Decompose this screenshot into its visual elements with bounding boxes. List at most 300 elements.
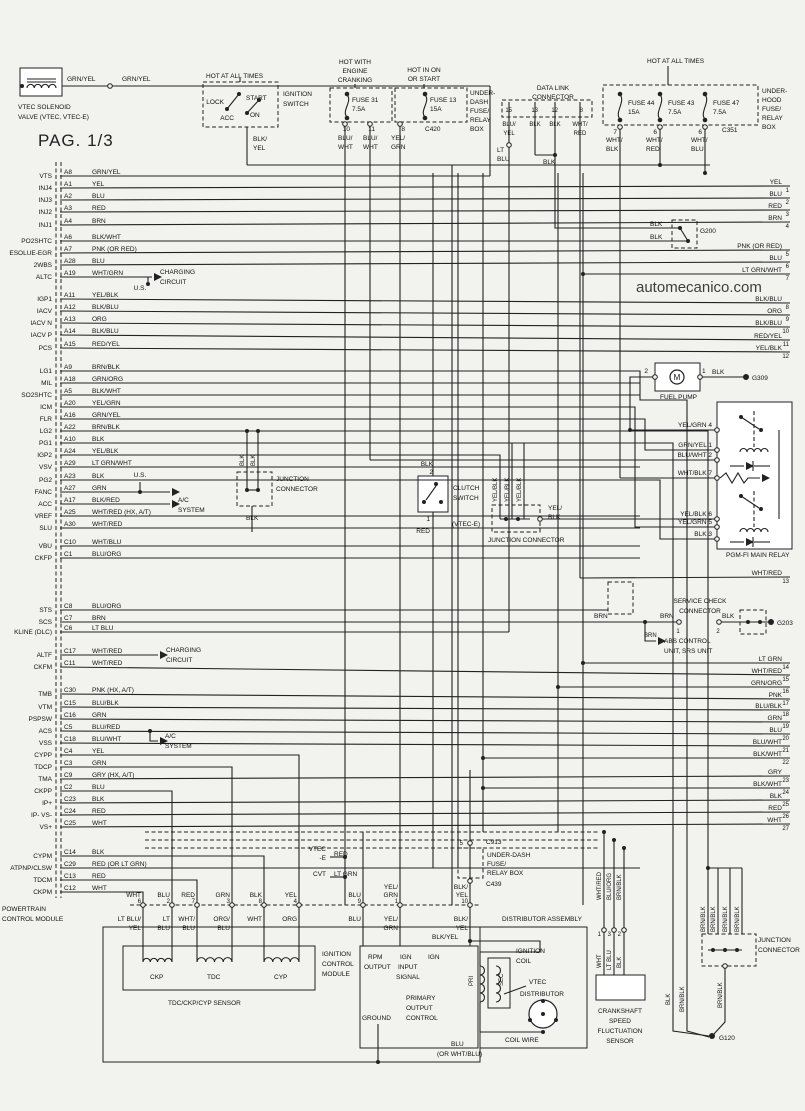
fuse-icon: [703, 95, 706, 119]
label: UNDER-DASH: [487, 852, 531, 859]
pcm-pin-number: C16: [64, 712, 76, 719]
label: WHT/RED: [597, 872, 603, 900]
junction-dot: [541, 999, 545, 1003]
pcm-pin-name: INJ1: [38, 222, 52, 229]
pcm-wire-color: BRN: [92, 218, 106, 225]
pcm-pin-name: IP+: [42, 800, 52, 807]
junction-dot: [743, 374, 749, 380]
label: CONNECTOR: [276, 486, 318, 493]
wire: [60, 856, 264, 946]
right-wire-color: GRN: [767, 715, 782, 722]
junction-dot: [256, 429, 260, 433]
label: FUSE 13: [430, 97, 457, 104]
label: SEC: [499, 973, 505, 986]
label: 13: [531, 108, 538, 114]
pcm-wire-color: RED/YEL: [92, 341, 120, 348]
label: YEL/GRN 4: [678, 422, 712, 429]
right-wire-number: 5: [785, 252, 789, 258]
pcm-wire-color: BLK/BLU: [92, 328, 119, 335]
pcm-pin-number: C25: [64, 820, 76, 827]
label: BLK: [617, 956, 623, 968]
junction-dot: [20, 84, 24, 88]
pcm-wire-color: BRN/BLK: [92, 424, 120, 431]
label: BLU: [451, 1041, 464, 1048]
label: (VTEC-E): [452, 521, 481, 528]
pcm-pin-name: TDCM: [33, 877, 52, 884]
label: BRN: [644, 633, 657, 639]
pcm-pin-number: C29: [64, 861, 76, 868]
junction-dot: [146, 282, 150, 286]
label: HOT IN ON: [407, 67, 441, 74]
pcm-wire-color: BLU: [92, 258, 105, 265]
right-wire-color: LT GRN: [758, 656, 782, 663]
pcm-wire-color: WHT/RED (HX, A/T): [92, 509, 151, 516]
pcm-wire-color: PNK (HX, A/T): [92, 687, 134, 694]
label: C439: [486, 881, 502, 888]
pcm-pin-number: A9: [64, 364, 72, 371]
right-wire-color: LT GRN/WHT: [742, 267, 782, 274]
label: GRN: [215, 892, 230, 899]
pcm-pin-number: C17: [64, 648, 76, 655]
pcm-pin-name: LG2: [39, 428, 52, 435]
wire: [227, 94, 239, 109]
label: WHT: [363, 144, 378, 151]
label: CKP: [150, 974, 164, 981]
label: ORG: [282, 916, 297, 923]
right-wire-color: RED: [768, 203, 782, 210]
page-title: PAG. 1/3: [38, 131, 114, 150]
label: BOX: [762, 124, 776, 131]
wire: [60, 812, 790, 815]
label: COIL: [516, 958, 532, 965]
label: YEL/: [391, 135, 406, 142]
pcm-pin-name: 2WBS: [33, 262, 52, 269]
wire: [60, 880, 197, 946]
right-wire-number: 19: [782, 724, 789, 730]
pcm-wire-color: RED (OR LT GRN): [92, 861, 147, 868]
pcm-wire-color: BLK: [92, 849, 105, 856]
junction-dot: [658, 163, 662, 167]
pcm-pin-name: VTS: [39, 173, 52, 180]
junction-dot: [739, 415, 743, 419]
pcm-wire-color: BLU/BLK: [92, 700, 119, 707]
label: CRANKSHAFT: [597, 1008, 643, 1015]
wire: [60, 800, 790, 803]
junction-dot: [468, 939, 472, 943]
connector-bump-icon: [297, 903, 302, 908]
label: 1: [426, 516, 430, 523]
label: BLK/: [453, 916, 468, 923]
wire: [580, 577, 790, 578]
label: IGNITION: [322, 951, 351, 958]
junction-dot: [612, 838, 616, 842]
label: GROUND: [362, 1015, 391, 1022]
label: BLK: [606, 146, 619, 153]
fuse-icon: [345, 95, 348, 117]
pcm-pin-name: FLR: [39, 416, 52, 423]
label: UNDER-: [762, 88, 788, 95]
pcm-pin-name: INJ3: [38, 197, 52, 204]
coil-icon: [264, 958, 299, 962]
pcm-pin-name: ACS: [38, 728, 52, 735]
label: SIGNAL: [396, 974, 420, 981]
right-wire-number: 7: [785, 276, 789, 282]
pcm-pin-number: C7: [64, 615, 73, 622]
right-wire-color: PNK: [768, 692, 782, 699]
label: ORG/: [213, 916, 230, 923]
pcm-pin-name: ESOLUE-EGR: [9, 250, 52, 257]
pcm-pin-name: INJ2: [38, 209, 52, 216]
pcm-pin-name: CYPP: [34, 752, 52, 759]
label: FLUCTUATION: [597, 1028, 643, 1035]
label: SWITCH: [283, 101, 309, 108]
label: YEL: [284, 892, 297, 899]
wire: [60, 667, 790, 675]
label: GRN/YEL: [122, 76, 151, 83]
right-wire-color: ORG: [767, 308, 782, 315]
label: LT BLU/: [117, 916, 141, 923]
label: LT: [497, 147, 505, 154]
label: 12: [551, 108, 558, 114]
wire: [60, 776, 790, 779]
label: DISTRIBUTOR ASSEMBLY: [502, 916, 582, 923]
label: CONNECTOR: [679, 608, 721, 615]
label: POWERTRAIN: [2, 906, 46, 913]
pcm-pin-name: CKFM: [33, 664, 52, 671]
label: 15A: [628, 109, 640, 116]
connector-bump-icon: [230, 903, 235, 908]
right-wire-color: YEL: [769, 179, 782, 186]
label: 2: [644, 368, 648, 375]
label: FUEL PUMP: [660, 394, 697, 401]
pcm-pin-name: KLINE (DLC): [14, 629, 52, 636]
wire: [680, 228, 688, 241]
right-wire-number: 23: [782, 778, 789, 784]
right-wire-color: BLK/BLU: [755, 320, 782, 327]
junction-dot: [723, 948, 727, 952]
pcm-pin-name: PO2SHTC: [21, 238, 52, 245]
label: ON: [250, 112, 260, 119]
right-wire-number: 27: [782, 826, 789, 832]
label: FUSE/: [762, 106, 782, 113]
label: 5: [459, 841, 463, 847]
pcm-pin-number: C4: [64, 748, 73, 755]
pcm-pin-number: C8: [64, 603, 73, 610]
label: RELAY: [762, 115, 783, 122]
right-wire-number: 4: [785, 224, 789, 230]
wire: [630, 377, 655, 430]
label: BRN/BLK: [723, 906, 729, 932]
pcm-pin-number: A11: [64, 292, 76, 299]
label: RED: [573, 131, 587, 137]
wire: [60, 335, 790, 340]
right-wire-number: 8: [785, 305, 789, 311]
motor-letter: M: [673, 373, 681, 382]
pcm-pin-number: A23: [64, 473, 76, 480]
right-wire-number: 11: [782, 342, 789, 348]
label: GRN: [391, 144, 406, 151]
label: (OR WHT/BLU): [437, 1051, 483, 1058]
label: U.S.: [133, 472, 147, 479]
connector-bump-icon: [468, 879, 473, 884]
label: YEL/BLK 6: [680, 511, 712, 518]
label: RPM: [368, 954, 383, 961]
wire: [60, 431, 708, 934]
connector-bump-icon: [715, 525, 720, 530]
right-wire-number: 18: [782, 712, 789, 718]
label: 1: [394, 899, 398, 905]
label: BRN/BLK: [617, 874, 623, 900]
label: START: [246, 95, 267, 102]
pcm-wire-color: BLK/RED: [92, 497, 120, 504]
label: WHT/: [178, 916, 195, 923]
label: 1: [676, 629, 680, 635]
pcm-pin-name: VSS: [38, 740, 52, 747]
pcm-pin-name: MIL: [41, 380, 52, 387]
pcm-pin-name: IACV N: [30, 320, 52, 327]
pcm-pin-name: IP- VS-: [31, 812, 52, 819]
pcm-wire-color: ORG: [92, 316, 107, 323]
label: BLK: [650, 234, 663, 241]
label: BLK: [240, 454, 246, 466]
label: TDC/CKP/CYP SENSOR: [168, 1000, 241, 1007]
junction-dot: [422, 500, 426, 504]
pcm-wire-color: GRN: [92, 712, 107, 719]
pcm-pin-name: SO2SHTC: [21, 392, 52, 399]
pcm-pin-number: C3: [64, 760, 73, 767]
pcm-pin-number: A2: [64, 193, 72, 200]
label: BLK: [548, 514, 561, 521]
component-box: [123, 946, 315, 990]
label: ENGINE: [342, 68, 368, 75]
label: HOT AT ALL TIMES: [647, 58, 705, 65]
right-wire-color: BLK/WHT: [753, 751, 782, 758]
label: UNIT, SRS UNIT: [664, 648, 713, 655]
junction-dot: [481, 756, 485, 760]
label: 15A: [430, 106, 442, 113]
label: BLK: [712, 369, 725, 376]
junction-dot: [516, 517, 520, 521]
wire: [60, 694, 790, 699]
pcm-pin-name: FANC: [34, 489, 52, 496]
fuse-icon: [658, 95, 661, 119]
label: PRI: [469, 975, 475, 986]
label: 10: [342, 126, 350, 133]
pcm-wire-color: YEL/BLK: [92, 292, 119, 299]
junction-dot: [148, 729, 152, 733]
label: IGN: [428, 954, 440, 961]
right-wire-color: YEL/BLK: [755, 345, 782, 352]
label: G203: [777, 620, 793, 627]
right-wire-number: 14: [782, 665, 789, 671]
label: BLU: [691, 146, 704, 153]
pcm-wire-color: GRN: [92, 485, 107, 492]
label: BLU: [217, 925, 230, 932]
pcm-pin-number: A29: [64, 460, 76, 467]
right-wire-number: 25: [782, 802, 789, 808]
label: IGN: [400, 954, 412, 961]
pcm-pin-name: PSPSW: [28, 716, 52, 723]
label: DASH: [470, 99, 489, 106]
right-wire-color: RED: [768, 805, 782, 812]
pcm-wire-color: WHT/GRN: [92, 270, 124, 277]
component-box: [480, 927, 587, 1048]
pcm-pin-name: STS: [39, 607, 52, 614]
pcm-wire-color: PNK (OR RED): [92, 246, 137, 253]
label: BLK: [549, 122, 561, 128]
junction-dot: [528, 1018, 532, 1022]
pcm-wire-color: GRN/ORG: [92, 376, 124, 383]
pcm-pin-number: A13: [64, 316, 76, 323]
label: 7.5A: [352, 106, 366, 113]
wire: [60, 707, 790, 710]
connector-box: [395, 88, 467, 122]
label: WHT/: [646, 137, 663, 144]
junction-dot: [768, 619, 774, 625]
pcm-pin-number: C18: [64, 736, 76, 743]
pcm-pin-number: C23: [64, 796, 76, 803]
right-wire-number: 16: [782, 689, 789, 695]
label: PRIMARY: [406, 995, 436, 1002]
label: HOT WITH: [338, 59, 372, 66]
pcm-pin-name: PG2: [38, 477, 52, 484]
label: JUNCTION: [276, 476, 309, 483]
pcm-wire-color: RED: [92, 808, 106, 815]
label: 6: [137, 899, 141, 905]
junction-dot: [628, 428, 632, 432]
label: BLK: [420, 461, 433, 468]
connector-bump-icon: [715, 448, 720, 453]
wire: [60, 348, 790, 352]
label: LT GRN: [334, 871, 358, 878]
wire: [60, 371, 709, 1037]
label: SERVICE CHECK: [673, 598, 727, 605]
pcm-wire-color: BLK: [92, 473, 105, 480]
label: CYP: [274, 974, 288, 981]
pcm-wire-color: WHT/RED: [92, 660, 123, 667]
right-wire-number: 6: [785, 264, 789, 270]
wire: [60, 222, 790, 225]
label: WHT/: [691, 137, 708, 144]
connector-bump-icon: [361, 903, 366, 908]
junction-dot: [256, 488, 260, 492]
label: BLK: [666, 993, 672, 1005]
wire: [60, 198, 790, 200]
junction-dot: [138, 490, 142, 494]
connector-bump-icon: [653, 375, 658, 380]
coil-icon: [143, 958, 172, 962]
pcm-pin-number: A22: [64, 424, 76, 431]
junction-dot: [739, 494, 743, 498]
pcm-pin-number: A14: [64, 328, 76, 335]
right-wire-number: 17: [782, 701, 789, 707]
pcm-wire-color: BLU/WHT: [92, 736, 122, 743]
pcm-pin-number: C5: [64, 724, 73, 731]
junction-dot: [504, 517, 508, 521]
right-wire-number: 26: [782, 814, 789, 820]
wire: [60, 419, 717, 450]
label: BLK: [251, 454, 257, 466]
label: CIRCUIT: [166, 657, 193, 664]
pcm-wire-color: WHT/RED: [92, 521, 123, 528]
pcm-wire-color: WHT/BLU: [92, 539, 122, 546]
label: 6: [653, 129, 657, 136]
right-wire-color: BLU/BLK: [755, 703, 782, 710]
fuse-icon: [423, 95, 426, 117]
label: BRN/BLK: [680, 986, 686, 1012]
label: BLK/: [253, 136, 268, 143]
junction-dot: [245, 488, 249, 492]
label: U.S.: [133, 285, 147, 292]
pcm-wire-color: GRN/YEL: [92, 412, 121, 419]
connector-box: [330, 88, 392, 122]
pcm-pin-name: PG1: [38, 440, 52, 447]
right-wire-color: BLK: [769, 793, 782, 800]
junction-dot: [225, 107, 229, 111]
pcm-pin-number: A19: [64, 270, 76, 277]
label: -E: [319, 855, 326, 862]
right-wire-color: GRN/ORG: [750, 680, 782, 687]
label: TDC: [207, 974, 221, 981]
pcm-pin-number: C11: [64, 660, 76, 667]
label: IGNITION: [283, 91, 312, 98]
label: MODULE: [322, 971, 350, 978]
label: 3: [226, 899, 230, 905]
label: BLU: [157, 925, 170, 932]
label: WHT: [338, 144, 353, 151]
label: GRN: [383, 892, 398, 899]
label: FUSE/: [487, 861, 507, 868]
junction-dot: [581, 661, 585, 665]
label: BLK: [246, 515, 259, 522]
wires-layer: [27, 66, 790, 1062]
label: 2: [429, 469, 433, 476]
label: FUSE/: [470, 108, 490, 115]
pcm-pin-number: A12: [64, 304, 76, 311]
pcm-wire-color: BLU: [92, 784, 105, 791]
connector-bump-icon: [108, 84, 113, 89]
label: YEL: [128, 925, 141, 932]
junction-dot: [439, 500, 443, 504]
label: 2: [166, 899, 170, 905]
pcm-pin-number: A16: [64, 412, 76, 419]
pcm-wire-color: BLK/BLU: [92, 304, 119, 311]
label: 3: [607, 932, 611, 938]
pcm-wire-color: BRN: [92, 615, 106, 622]
label: 6: [698, 129, 702, 136]
junction-dot: [678, 226, 682, 230]
label: RED: [334, 851, 348, 858]
coil-icon: [480, 966, 485, 1002]
pcm-pin-number: C9: [64, 772, 73, 779]
label: BOX: [470, 126, 484, 133]
label: RED: [646, 146, 660, 153]
junction-dot: [759, 428, 763, 432]
label: VTEC: [308, 846, 326, 853]
right-wire-number: 3: [785, 212, 789, 218]
pcm-pin-name: CKFP: [34, 555, 52, 562]
label: HOT AT ALL TIMES: [206, 73, 264, 80]
label: A/C: [165, 733, 176, 740]
junction-dot: [581, 272, 585, 276]
label: 7: [613, 129, 617, 136]
label: YEL/: [383, 884, 398, 891]
connector-box: [672, 220, 697, 248]
pcm-wire-color: WHT/RED: [92, 648, 123, 655]
pcm-pin-number: A6: [64, 234, 72, 241]
label: WHT/: [606, 137, 623, 144]
label: CIRCUIT: [160, 279, 187, 286]
